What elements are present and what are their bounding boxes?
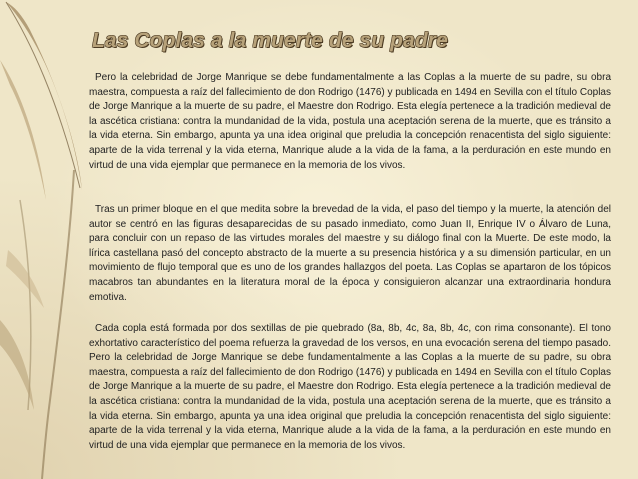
leaf-small-icon: [0, 60, 46, 200]
leaf-large-icon: [6, 2, 82, 190]
paragraph-2: Tras un primer bloque en el que medita sobre la brevedad de la vida, el paso del tiempo y la muerte, la atención del autor se centró en las figuras desaparecidas de su pasado inmediato, como Juan II, Enrique IV o Álvaro de Luna, para concluir con un repaso de las virtudes morales del maestre y su diálogo final con la Muerte. De este modo, la lírica castellana pasó del concepto abstracto de la muerte a su presencia histórica y a su dimensión particular, en un movimiento de flujo temporal que es uno de los grandes hallazgos del poeta. Las Coplas se apartaron de los tópicos macabros tan abundantes en la literatura moral de la época y consiguieron alcanzar una extraordinaria hondura emotiva.: [89, 204, 611, 303]
page-title: Las Coplas a la muerte de su padre: [92, 29, 448, 52]
paragraph-3: Cada copla está formada por dos sextillas de pie quebrado (8a, 8b, 4c, 8a, 8b, 4c, con rima consonante). El tono exhortativo característico del poema refuerza la gravedad de los versos, en una evocación serena del tiempo pasado. Pero la celebridad de Jorge Manrique se debe fundamentalmente a las Coplas a la muerte de su padre, su obra maestra, compuesta a raíz del fallecimiento de don Rodrigo (1476) y publicada en 1494 en Sevilla con el título Coplas de Jorge Manrique a la muerte de su padre, el Maestre don Rodrigo. Esta elegía pertenece a la tradición medieval de la ascética cristiana: contra la mundanidad de la vida, postula una aceptación serena de la muerte, que es tránsito a la vida eterna. Sin embargo, apunta ya una idea original que preludia la concepción renacentista del siglo siguiente: aparte de la vida terrenal y la vida eterna, Manrique alude a la vida de la fama, a la perduración en este mundo en virtud de una vida ejemplar que permanece en la memoria de los vivos.: [89, 323, 611, 451]
leaf-stem-icon: [42, 170, 74, 479]
paragraph-1: Pero la celebridad de Jorge Manrique se debe fundamentalmente a las Coplas a la muerte de su padre, su obra maestra, compuesta a raíz del fallecimiento de don Rodrigo (1476) y publicada en 1494 en Sevilla con el título Coplas de Jorge Manrique a la muerte de su padre, el Maestre don Rodrigo. Esta elegía pertenece a la tradición medieval de la ascética cristiana: contra la mundanidad de la vida, postula una aceptación serena de la muerte, que es tránsito a la vida eterna. Sin embargo, apunta ya una idea original que preludia la concepción renacentista del siglo siguiente: aparte de la vida terrenal y la vida eterna, Manrique alude a la vida de la fama, a la perduración en este mundo en virtud de una vida ejemplar que permanece en la memoria de los vivos.: [89, 72, 611, 171]
leaf-lower-icon: [0, 320, 34, 410]
